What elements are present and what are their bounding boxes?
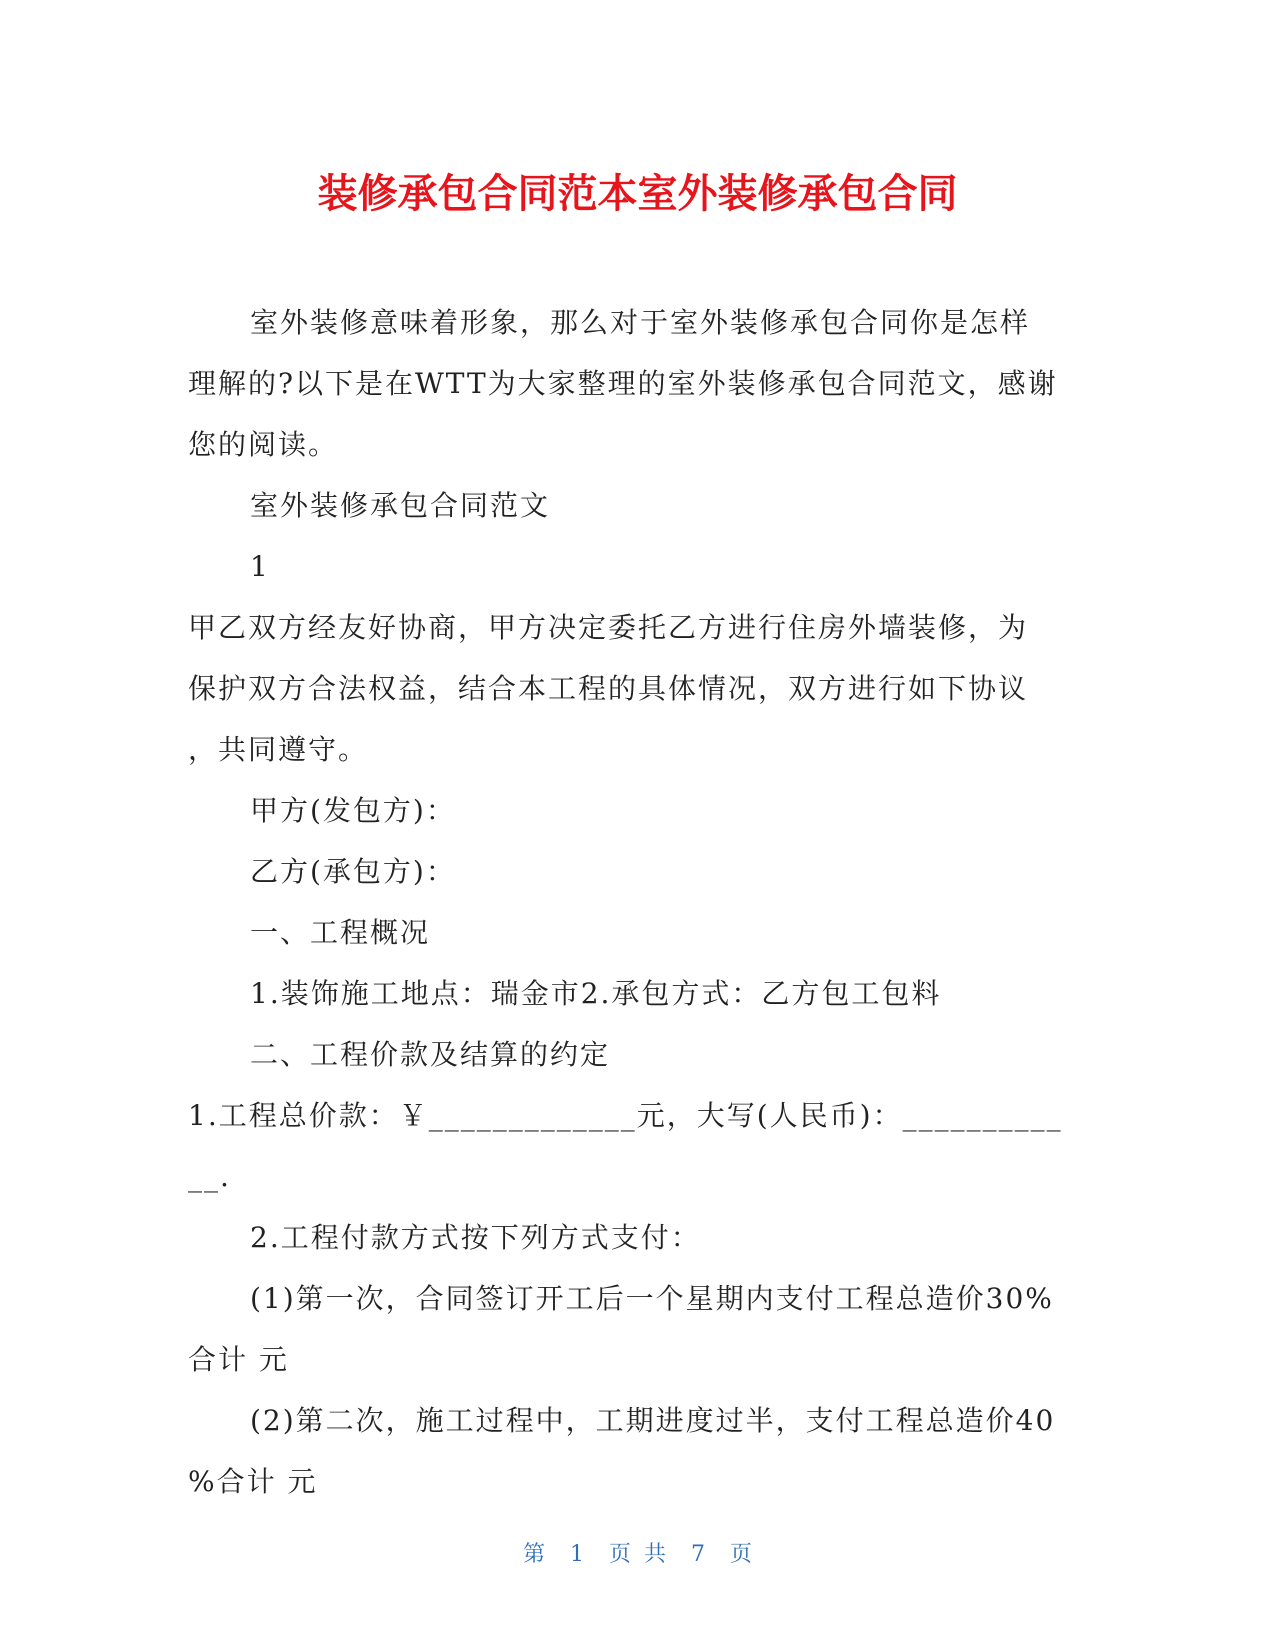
paragraph-line: (2)第二次，施工过程中，工期进度过半，支付工程总造价40	[250, 1404, 1056, 1437]
footer-suffix: 页	[730, 1542, 753, 1567]
document-body	[188, 292, 1088, 1512]
paragraph-line: 1.工程总价款：￥_____________元，大写(人民币)：__________	[188, 1099, 1063, 1132]
section-heading: 室外装修承包合同范文	[250, 489, 551, 522]
party-b-line: 乙方(承包方)：	[250, 855, 456, 888]
section-number: 1	[250, 550, 270, 583]
paragraph-line: 合计 元	[188, 1343, 289, 1376]
section-heading: 二、工程价款及结算的约定	[250, 1038, 611, 1071]
paragraph-line: 2.工程付款方式按下列方式支付：	[250, 1221, 701, 1254]
paragraph-line: %合计 元	[188, 1465, 318, 1498]
section-heading: 一、工程概况	[250, 916, 431, 949]
footer-page-number: 1	[570, 1542, 584, 1567]
paragraph-line: 您的阅读。	[188, 428, 339, 461]
paragraph-line: 保护双方合法权益，结合本工程的具体情况，双方进行如下协议	[188, 672, 1029, 705]
paragraph-line: 1.装饰施工地点：瑞金市2.承包方式：乙方包工包料	[250, 977, 942, 1010]
paragraph-line: __.	[188, 1160, 231, 1193]
footer-middle: 页 共	[609, 1542, 666, 1567]
footer-total-pages: 7	[691, 1542, 705, 1567]
paragraph-line: 室外装修意味着形象，那么对于室外装修承包合同你是怎样	[250, 306, 1031, 339]
page-footer	[0, 1540, 1275, 1570]
paragraph-line: (1)第一次，合同签订开工后一个星期内支付工程总造价30%	[250, 1282, 1054, 1315]
party-a-line: 甲方(发包方)：	[250, 794, 456, 827]
paragraph-line: 甲乙双方经友好协商，甲方决定委托乙方进行住房外墙装修，为	[188, 611, 1029, 644]
paragraph-line: 理解的?以下是在WTT为大家整理的室外装修承包合同范文，感谢	[188, 367, 1058, 400]
document-title: 装修承包合同范本室外装修承包合同	[317, 171, 958, 217]
footer-prefix: 第	[522, 1542, 545, 1567]
paragraph-line: ，共同遵守。	[188, 733, 369, 766]
